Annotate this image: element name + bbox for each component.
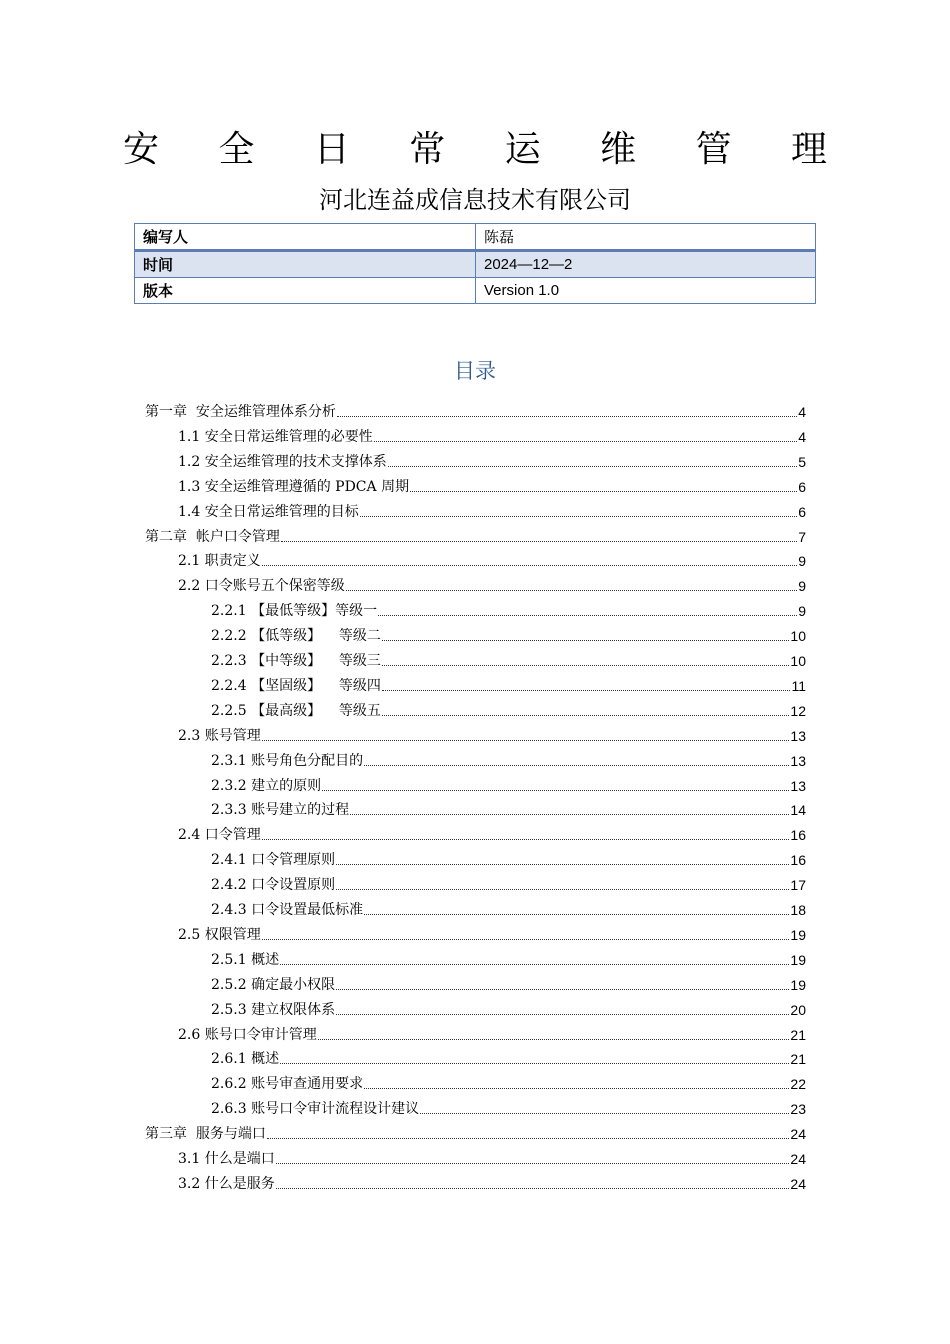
toc-entry[interactable] [211,971,806,995]
toc-leader-dots [336,1014,789,1015]
toc-entry[interactable] [178,448,806,472]
toc-page-number: 7 [798,529,806,545]
toc-page-number: 22 [790,1076,806,1092]
toc-page-number: 12 [790,703,806,719]
toc-leader-dots [262,740,790,741]
toc-page-number: 4 [798,404,806,420]
toc-page-number: 19 [790,927,806,943]
toc-page-number: 9 [798,603,806,619]
toc-page-number: 10 [790,628,806,644]
document-info-table [134,223,816,304]
toc-entry[interactable] [211,1070,806,1094]
toc-leader-dots [276,1188,790,1189]
toc-page-number: 17 [790,877,806,893]
toc-entry-text: 2.3.1 账号角色分配目的 [211,753,364,769]
toc-entry[interactable] [211,796,806,820]
toc-entry-text: 2.3.2 建立的原则 [211,778,322,794]
toc-leader-dots [336,864,789,865]
toc-leader-dots [382,715,790,716]
version-label: 版本 [135,278,476,304]
toc-leader-dots [378,615,797,616]
toc-page-number: 13 [790,753,806,769]
date-value: 2024—12—2 [476,251,816,278]
date-label: 时间 [135,251,476,278]
toc-page-number: 16 [790,852,806,868]
toc-entry[interactable] [145,398,806,422]
toc-entry-text: 2.4.3 口令设置最低标准 [211,902,364,918]
toc-page-number: 6 [798,504,806,520]
toc-entry-text: 第二章 帐户口令管理 [145,529,280,545]
toc-heading: 目录 [454,359,496,383]
toc-page-number: 24 [790,1176,806,1192]
toc-entry[interactable] [178,1145,806,1169]
toc-leader-dots [420,1113,789,1114]
toc-entry[interactable] [211,1045,806,1069]
toc-leader-dots [382,640,790,641]
toc-leader-dots [322,790,789,791]
toc-page-number: 18 [790,902,806,918]
toc-page-number: 19 [790,952,806,968]
toc-entry[interactable] [211,846,806,870]
toc-page-number: 4 [798,429,806,445]
toc-page-number: 16 [790,827,806,843]
toc-leader-dots [364,765,789,766]
toc-page-number: 20 [790,1002,806,1018]
toc-leader-dots [267,1138,790,1139]
toc-entry-text: 2.3 账号管理 [178,728,261,744]
toc-entry[interactable] [178,821,806,845]
toc-leader-dots [346,590,797,591]
toc-entry[interactable] [178,1021,806,1045]
toc-page-number: 14 [790,802,806,818]
toc-page-number: 9 [798,578,806,594]
toc-entry[interactable] [211,946,806,970]
toc-page-number: 23 [790,1101,806,1117]
toc-entry-text: 1.1 安全日常运维管理的必要性 [178,429,373,445]
toc-page-number: 13 [790,728,806,744]
toc-entry[interactable] [211,647,806,671]
toc-leader-dots [374,441,797,442]
toc-entry[interactable] [178,473,806,497]
toc-entry[interactable] [178,921,806,945]
toc-entry-text: 2.6.3 账号口令审计流程设计建议 [211,1101,420,1117]
toc-leader-dots [364,1088,789,1089]
toc-entry[interactable] [178,547,806,571]
toc-leader-dots [350,814,789,815]
toc-entry-text: 1.3 安全运维管理遵循的 PDCA 周期 [178,479,410,495]
toc-entry-text: 2.6 账号口令审计管理 [178,1027,317,1043]
toc-page-number: 6 [798,479,806,495]
toc-entry-text: 2.6.1 概述 [211,1051,280,1067]
version-value: Version 1.0 [476,278,816,304]
toc-leader-dots [336,889,789,890]
author-value: 陈磊 [476,224,816,251]
toc-leader-dots [336,989,789,990]
author-label: 编写人 [135,224,476,251]
toc-leader-dots [262,839,790,840]
toc-entry[interactable] [211,697,806,721]
toc-entry-text: 2.4.1 口令管理原则 [211,852,336,868]
toc-page-number: 13 [790,778,806,794]
toc-leader-dots [262,939,790,940]
toc-entry[interactable] [211,996,806,1020]
toc-page-number: 10 [790,653,806,669]
toc-entry-text: 2.2.5 【最高级】 等级五 [211,703,381,719]
toc-entry[interactable] [211,896,806,920]
toc-leader-dots [281,541,797,542]
toc-entry-text: 2.4.2 口令设置原则 [211,877,336,893]
toc-entry-text: 1.4 安全日常运维管理的目标 [178,504,359,520]
toc-entry[interactable] [178,423,806,447]
toc-leader-dots [280,1063,789,1064]
toc-entry[interactable] [211,1095,806,1119]
toc-leader-dots [364,914,789,915]
toc-leader-dots [382,665,790,666]
toc-leader-dots [318,1039,790,1040]
toc-entry[interactable] [178,722,806,746]
toc-entry[interactable] [211,871,806,895]
toc-entry[interactable] [211,772,806,796]
toc-entry[interactable] [178,1170,806,1194]
toc-leader-dots [337,416,797,417]
toc-page-number: 19 [790,977,806,993]
toc-entry-text: 2.5.2 确定最小权限 [211,977,336,993]
toc-entry-text: 2.3.3 账号建立的过程 [211,802,350,818]
toc-entry-text: 3.2 什么是服务 [178,1176,275,1192]
toc-leader-dots [410,491,797,492]
toc-entry[interactable] [145,1120,806,1144]
toc-page-number: 11 [791,678,806,694]
info-row-date [135,251,816,278]
company-name: 河北连益成信息技术有限公司 [319,186,631,214]
toc-entry-text: 2.1 职责定义 [178,553,261,569]
toc-page-number: 5 [798,454,806,470]
toc-page-number: 24 [790,1126,806,1142]
toc-page-number: 21 [790,1051,806,1067]
info-row-author [135,224,816,251]
toc-entry-text: 第一章 安全运维管理体系分析 [145,404,336,420]
info-row-version [135,278,816,304]
toc-leader-dots [280,964,789,965]
toc-entry-text: 2.5.3 建立权限体系 [211,1002,336,1018]
toc-entry[interactable] [211,672,806,696]
toc-entry-text: 2.6.2 账号审查通用要求 [211,1076,364,1092]
toc-leader-dots [276,1163,790,1164]
toc-entry[interactable] [178,572,806,596]
toc-entry-text: 1.2 安全运维管理的技术支撑体系 [178,454,387,470]
toc-entry-text: 2.2.2 【低等级】 等级二 [211,628,381,644]
toc-entry[interactable] [211,597,806,621]
document-title: 安 全 日 常 运 维 管 理 [122,129,852,170]
toc-leader-dots [360,516,797,517]
toc-entry-text: 2.2.1 【最低等级】等级一 [211,603,378,619]
toc-entry[interactable] [211,622,806,646]
toc-entry-text: 2.5 权限管理 [178,927,261,943]
toc-leader-dots [382,690,791,691]
toc-leader-dots [262,565,797,566]
toc-entry-text: 2.2 口令账号五个保密等级 [178,578,345,594]
toc-entry-text: 3.1 什么是端口 [178,1151,275,1167]
toc-page-number: 9 [798,553,806,569]
toc-entry-text: 第三章 服务与端口 [145,1126,266,1142]
toc-entry-text: 2.2.4 【坚固级】 等级四 [211,678,381,694]
toc-entry-text: 2.2.3 【中等级】 等级三 [211,653,381,669]
toc-page-number: 21 [790,1027,806,1043]
toc-entry-text: 2.5.1 概述 [211,952,280,968]
toc-leader-dots [388,466,797,467]
toc-page-number: 24 [790,1151,806,1167]
toc-entry[interactable] [145,523,806,547]
toc-entry[interactable] [211,747,806,771]
toc-entry-text: 2.4 口令管理 [178,827,261,843]
toc-entry[interactable] [178,498,806,522]
